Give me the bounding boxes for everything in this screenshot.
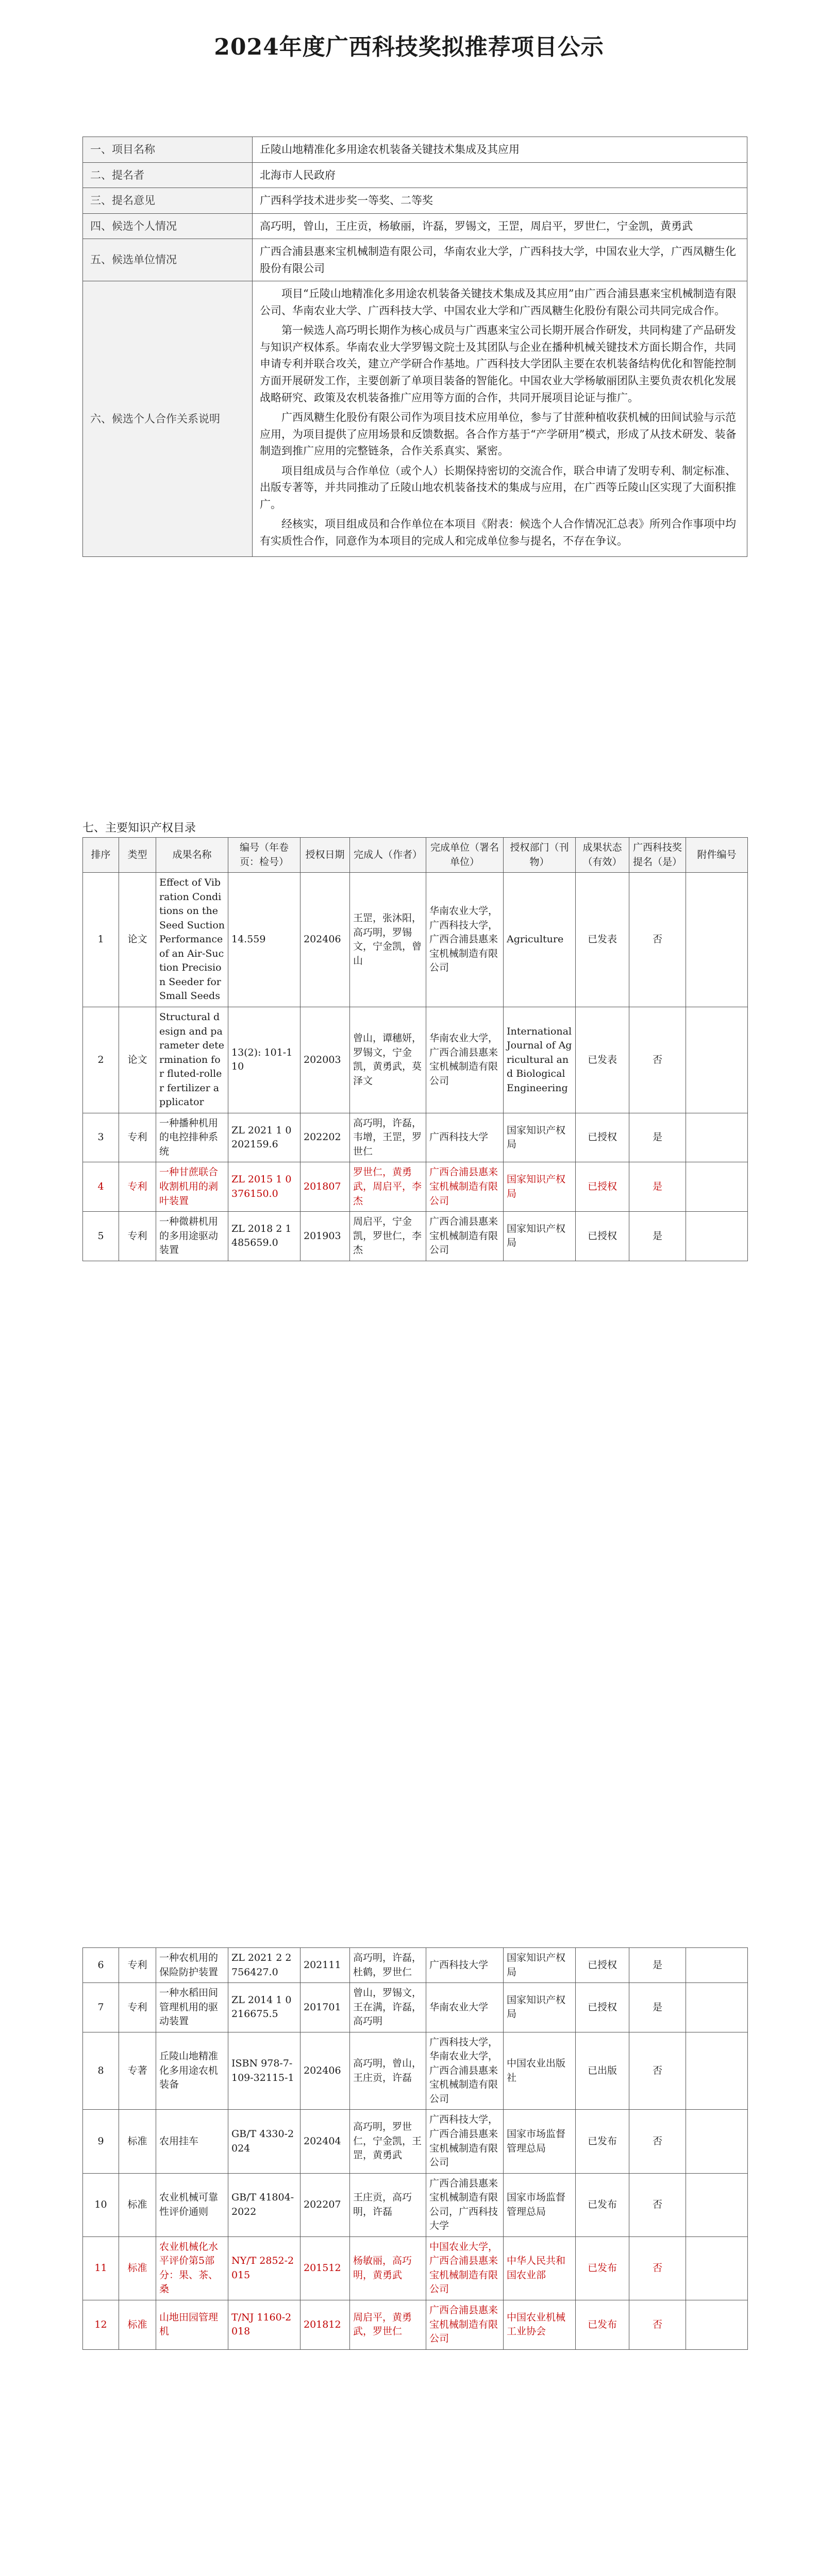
ip-cell-no: 3: [83, 1113, 119, 1162]
ip-cell-no: 5: [83, 1212, 119, 1261]
ip-cell-prize: 是: [629, 1948, 686, 1983]
project-info-body: [83, 137, 747, 557]
ip-cell-attach: [686, 1983, 748, 2032]
ip-cell-code: GB/T 4330-2024: [228, 2110, 301, 2173]
ip-header-cell: 类型: [119, 838, 156, 873]
ip-cell-code: GB/T 41804-2022: [228, 2173, 301, 2236]
ip-cell-prize: 否: [629, 2110, 686, 2173]
ip-cell-authors: 高巧明，许磊，杜鹤，罗世仁: [350, 1948, 426, 1983]
ip-header-cell: 成果状态（有效）: [576, 838, 629, 873]
ip-header-cell: 成果名称: [156, 838, 228, 873]
ip-cell-name: 农用挂车: [156, 2110, 228, 2173]
ip-cell-dept: 中华人民共和国农业部: [504, 2236, 576, 2300]
ip-cell-type: 专利: [119, 1162, 156, 1212]
ip-cell-dept: International Journal of Agricultural and Biological Engineering: [504, 1007, 576, 1113]
ip-cell-name: 一种甘蔗联合收割机用的剥叶装置: [156, 1162, 228, 1212]
ip-cell-name: 农业机械可靠性评价通则: [156, 2173, 228, 2236]
ip-cell-code: 14.559: [228, 873, 301, 1007]
info-label: 一、项目名称: [83, 137, 253, 163]
ip-cell-type: 专利: [119, 1212, 156, 1261]
ip-cell-prize: 否: [629, 873, 686, 1007]
ip-cell-attach: [686, 2110, 748, 2173]
ip-cell-status: 已发表: [576, 1007, 629, 1113]
ip-cell-status: 已发布: [576, 2110, 629, 2173]
ip-cell-status: 已授权: [576, 1983, 629, 2032]
info-label: 六、候选个人合作关系说明: [83, 281, 253, 557]
ip-cell-date: 201701: [301, 1983, 350, 2032]
ip-cell-authors: 罗世仁，黄勇武，周启平，李杰: [350, 1162, 426, 1212]
ip-header-cell: 编号（年卷页：检号）: [228, 838, 301, 873]
ip-cell-type: 论文: [119, 873, 156, 1007]
ip-cell-authors: 高巧明，曾山，王庄贡，许磊: [350, 2032, 426, 2110]
ip-cell-date: 202404: [301, 2110, 350, 2173]
ip-cell-no: 4: [83, 1162, 119, 1212]
ip-cell-date: 202111: [301, 1948, 350, 1983]
ip-cell-unit: 华南农业大学: [426, 1983, 504, 2032]
ip-cell-name: 丘陵山地精准化多用途农机装备: [156, 2032, 228, 2110]
ip-cell-name: Structural design and parameter determination for fluted-roller fertilizer applicator: [156, 1007, 228, 1113]
ip-header-cell: 广西科技奖提名（是）: [629, 838, 686, 873]
ip-cell-no: 1: [83, 873, 119, 1007]
ip-cell-date: 201807: [301, 1162, 350, 1212]
ip-header-cell: 附件编号: [686, 838, 748, 873]
ip-catalog-body-part1: [83, 873, 748, 1261]
ip-cell-no: 8: [83, 2032, 119, 2110]
ip-cell-status: 已发布: [576, 2173, 629, 2236]
ip-cell-prize: 是: [629, 1113, 686, 1162]
info-row: [83, 188, 747, 214]
ip-cell-dept: 国家市场监督管理总局: [504, 2173, 576, 2236]
ip-cell-prize: 否: [629, 2236, 686, 2300]
ip-cell-authors: 王罡，张沐阳，高巧明，罗锡文，宁金凯，曾山: [350, 873, 426, 1007]
ip-cell-unit: 广西合浦县惠来宝机械制造有限公司: [426, 1162, 504, 1212]
ip-cell-type: 标准: [119, 2236, 156, 2300]
info-value: 广西合浦县惠来宝机械制造有限公司，华南农业大学，广西科技大学，中国农业大学，广西凤糖生化股份有限公司: [253, 239, 747, 281]
ip-cell-attach: [686, 1948, 748, 1983]
ip-cell-status: 已授权: [576, 1948, 629, 1983]
ip-section-heading: 七、主要知识产权目录: [82, 822, 196, 835]
ip-cell-authors: 杨敏丽，高巧明，黄勇武: [350, 2236, 426, 2300]
info-value: 丘陵山地精准化多用途农机装备关键技术集成及其应用: [253, 137, 747, 163]
ip-cell-attach: [686, 1113, 748, 1162]
ip-cell-no: 2: [83, 1007, 119, 1113]
ip-cell-authors: 王庄贡，高巧明，许磊: [350, 2173, 426, 2236]
ip-cell-status: 已授权: [576, 1162, 629, 1212]
ip-header-cell: 授权部门（刊物）: [504, 838, 576, 873]
ip-cell-name: Effect of Vibration Conditions on the Seed Suction Performance of an Air-Suction Precision Seeder for Small Seeds: [156, 873, 228, 1007]
ip-cell-unit: 广西科技大学，广西合浦县惠来宝机械制造有限公司: [426, 2110, 504, 2173]
ip-cell-type: 论文: [119, 1007, 156, 1113]
ip-cell-type: 专著: [119, 2032, 156, 2110]
ip-row: [83, 2032, 748, 2110]
ip-cell-type: 标准: [119, 2110, 156, 2173]
ip-cell-dept: 中国农业机械工业协会: [504, 2300, 576, 2350]
ip-cell-attach: [686, 2032, 748, 2110]
ip-cell-dept: 中国农业出版社: [504, 2032, 576, 2110]
cooperation-paragraph: 项目“丘陵山地精准化多用途农机装备关键技术集成及其应用”由广西合浦县惠来宝机械制造有限公司、华南农业大学、广西科技大学、中国农业大学和广西凤糖生化股份有限公司共同完成合作。: [260, 287, 737, 317]
info-row: [83, 213, 747, 239]
ip-cell-dept: 国家知识产权局: [504, 1113, 576, 1162]
ip-cell-no: 6: [83, 1948, 119, 1983]
ip-row: [83, 1983, 748, 2032]
ip-cell-status: 已授权: [576, 1113, 629, 1162]
ip-cell-unit: 中国农业大学，广西合浦县惠来宝机械制造有限公司: [426, 2236, 504, 2300]
info-value: 北海市人民政府: [253, 162, 747, 188]
ip-row: [83, 2173, 748, 2236]
ip-cell-code: ZL 2021 2 2756427.0: [228, 1948, 301, 1983]
ip-cell-attach: [686, 1007, 748, 1113]
cooperation-paragraph: 项目组成员与合作单位（或个人）长期保持密切的交流合作，联合申请了发明专利、制定标准、出版专著等，并共同推动了丘陵山地农机装备技术的集成与应用，在广西等丘陵山区实现了大面积推广。: [260, 464, 736, 511]
ip-cell-type: 专利: [119, 1983, 156, 2032]
ip-cell-prize: 否: [629, 2032, 686, 2110]
ip-cell-unit: 华南农业大学，广西合浦县惠来宝机械制造有限公司: [426, 1007, 504, 1113]
info-label: 四、候选个人情况: [83, 213, 253, 239]
ip-row: [83, 1113, 748, 1162]
ip-cell-attach: [686, 1212, 748, 1261]
ip-cell-unit: 华南农业大学，广西科技大学，广西合浦县惠来宝机械制造有限公司: [426, 873, 504, 1007]
ip-cell-attach: [686, 873, 748, 1007]
ip-cell-date: 201812: [301, 2300, 350, 2350]
cooperation-paragraph: 广西凤糖生化股份有限公司作为项目技术应用单位，参与了甘蔗种植收获机械的田间试验与示范应用，为项目提供了应用场景和反馈数据。各合作方基于“产学研用”模式，形成了从技术研发、装备制造到推广应用的完整链条，合作关系真实、紧密。: [260, 411, 737, 457]
ip-cell-code: 13(2): 101-110: [228, 1007, 301, 1113]
ip-cell-unit: 广西科技大学: [426, 1948, 504, 1983]
ip-cell-name: 一种农机用的保险防护装置: [156, 1948, 228, 1983]
ip-cell-status: 已授权: [576, 1212, 629, 1261]
cooperation-paragraph: 第一候选人高巧明长期作为核心成员与广西惠来宝公司长期开展合作研发，共同构建了产品研发与知识产权体系。华南农业大学罗锡文院士及其团队与企业在播种机械关键技术方面长期合作，共同申请专利并联合攻关，建立产学研合作基地。广西科技大学团队主要在农机装备结构优化和智能控制方面开展研发工作，主要创新了单项目装备的智能化。中国农业大学杨敏丽团队主要负责农机化发展战略研究、政策及农机装备推广应用等方面的合作，共同开展项目论证与推广。: [260, 324, 736, 404]
ip-cell-code: ZL 2021 1 0202159.6: [228, 1113, 301, 1162]
ip-row: [83, 2300, 748, 2350]
ip-cell-authors: 周启平，黄勇武，罗世仁: [350, 2300, 426, 2350]
ip-cell-no: 7: [83, 1983, 119, 2032]
ip-cell-unit: 广西合浦县惠来宝机械制造有限公司，广西科技大学: [426, 2173, 504, 2236]
ip-cell-code: ISBN 978-7-109-32115-1: [228, 2032, 301, 2110]
info-row-cooperation: [83, 281, 747, 557]
ip-cell-authors: 高巧明，许磊，韦增，王罡，罗世仁: [350, 1113, 426, 1162]
ip-cell-dept: 国家知识产权局: [504, 1212, 576, 1261]
info-label: 五、候选单位情况: [83, 239, 253, 281]
ip-cell-no: 9: [83, 2110, 119, 2173]
ip-header-cell: 完成人（作者）: [350, 838, 426, 873]
ip-cell-date: 202406: [301, 2032, 350, 2110]
ip-cell-date: 201903: [301, 1212, 350, 1261]
document-title: 2024年度广西科技奖拟推荐项目公示: [214, 34, 604, 60]
ip-cell-name: 一种微耕机用的多用途驱动装置: [156, 1212, 228, 1261]
ip-cell-code: ZL 2014 1 0216675.5: [228, 1983, 301, 2032]
ip-cell-unit: 广西科技大学，华南农业大学，广西合浦县惠来宝机械制造有限公司: [426, 2032, 504, 2110]
ip-cell-name: 一种播种机用的电控排种系统: [156, 1113, 228, 1162]
ip-header-cell: 排序: [83, 838, 119, 873]
ip-cell-prize: 是: [629, 1983, 686, 2032]
ip-cell-attach: [686, 2236, 748, 2300]
info-row: [83, 239, 747, 281]
ip-cell-attach: [686, 2300, 748, 2350]
ip-row: [83, 1007, 748, 1113]
ip-cell-name: 一种水稻田间管理机用的驱动装置: [156, 1983, 228, 2032]
ip-cell-code: ZL 2018 2 1485659.0: [228, 1212, 301, 1261]
ip-header-cell: 授权日期: [301, 838, 350, 873]
ip-cell-prize: 否: [629, 2173, 686, 2236]
ip-cell-authors: 高巧明，罗世仁，宁金凯，王罡，黄勇武: [350, 2110, 426, 2173]
ip-cell-dept: 国家知识产权局: [504, 1162, 576, 1212]
ip-header-cell: 完成单位（署名单位）: [426, 838, 504, 873]
ip-cell-code: NY/T 2852-2015: [228, 2236, 301, 2300]
ip-cell-status: 已出版: [576, 2032, 629, 2110]
ip-catalog-table-part1: [82, 837, 748, 1261]
info-value: 广西科学技术进步奖一等奖、二等奖: [253, 188, 747, 214]
ip-cell-prize: 是: [629, 1162, 686, 1212]
ip-cell-type: 专利: [119, 1113, 156, 1162]
ip-cell-code: T/NJ 1160-2018: [228, 2300, 301, 2350]
ip-cell-no: 12: [83, 2300, 119, 2350]
ip-row: [83, 2236, 748, 2300]
ip-cell-unit: 广西科技大学: [426, 1113, 504, 1162]
info-label: 三、提名意见: [83, 188, 253, 214]
ip-cell-no: 11: [83, 2236, 119, 2300]
ip-cell-authors: 曾山，谭穗妍，罗锡文，宁金凯，黄勇武，莫泽文: [350, 1007, 426, 1113]
ip-row: [83, 2110, 748, 2173]
ip-cell-prize: 否: [629, 1007, 686, 1113]
ip-cell-prize: 是: [629, 1212, 686, 1261]
ip-cell-attach: [686, 2173, 748, 2236]
ip-cell-date: 201512: [301, 2236, 350, 2300]
ip-cell-date: 202207: [301, 2173, 350, 2236]
ip-catalog-body-part2: [83, 1948, 748, 2350]
ip-cell-status: 已发布: [576, 2300, 629, 2350]
ip-cell-authors: 曾山，罗锡文，王在满，许磊，高巧明: [350, 1983, 426, 2032]
ip-cell-attach: [686, 1162, 748, 1212]
ip-cell-date: 202202: [301, 1113, 350, 1162]
ip-cell-dept: Agriculture: [504, 873, 576, 1007]
ip-cell-type: 标准: [119, 2173, 156, 2236]
ip-cell-date: 202406: [301, 873, 350, 1007]
ip-cell-code: ZL 2015 1 0376150.0: [228, 1162, 301, 1212]
ip-row: [83, 1162, 748, 1212]
info-label: 二、提名者: [83, 162, 253, 188]
cooperation-description: [253, 281, 747, 557]
ip-cell-type: 专利: [119, 1948, 156, 1983]
ip-catalog-header-row: [83, 838, 748, 873]
ip-cell-name: 山地田园管理机: [156, 2300, 228, 2350]
info-row: [83, 137, 747, 163]
info-value: 高巧明，曾山，王庄贡，杨敏丽，许磊，罗锡文，王罡，周启平，罗世仁，宁金凯，黄勇武: [253, 213, 747, 239]
ip-cell-dept: 国家市场监督管理总局: [504, 2110, 576, 2173]
ip-cell-status: 已发表: [576, 873, 629, 1007]
ip-cell-prize: 否: [629, 2300, 686, 2350]
project-info-table: [82, 137, 747, 557]
ip-catalog-table-part2: [82, 1947, 748, 2350]
ip-row: [83, 873, 748, 1007]
ip-cell-date: 202003: [301, 1007, 350, 1113]
info-row: [83, 162, 747, 188]
ip-cell-status: 已发布: [576, 2236, 629, 2300]
ip-row: [83, 1212, 748, 1261]
ip-cell-authors: 周启平，宁金凯，罗世仁，李杰: [350, 1212, 426, 1261]
ip-cell-no: 10: [83, 2173, 119, 2236]
ip-cell-type: 标准: [119, 2300, 156, 2350]
ip-cell-dept: 国家知识产权局: [504, 1948, 576, 1983]
cooperation-paragraph: 经核实，项目组成员和合作单位在本项目《附表：候选个人合作情况汇总表》所列合作事项中均有实质性合作，同意作为本项目的完成人和完成单位参与提名，不存在争议。: [260, 518, 736, 547]
ip-cell-unit: 广西合浦县惠来宝机械制造有限公司: [426, 2300, 504, 2350]
ip-cell-dept: 国家知识产权局: [504, 1983, 576, 2032]
ip-row: [83, 1948, 748, 1983]
ip-cell-unit: 广西合浦县惠来宝机械制造有限公司: [426, 1212, 504, 1261]
ip-cell-name: 农业机械化水平评价第5部分：果、茶、桑: [156, 2236, 228, 2300]
